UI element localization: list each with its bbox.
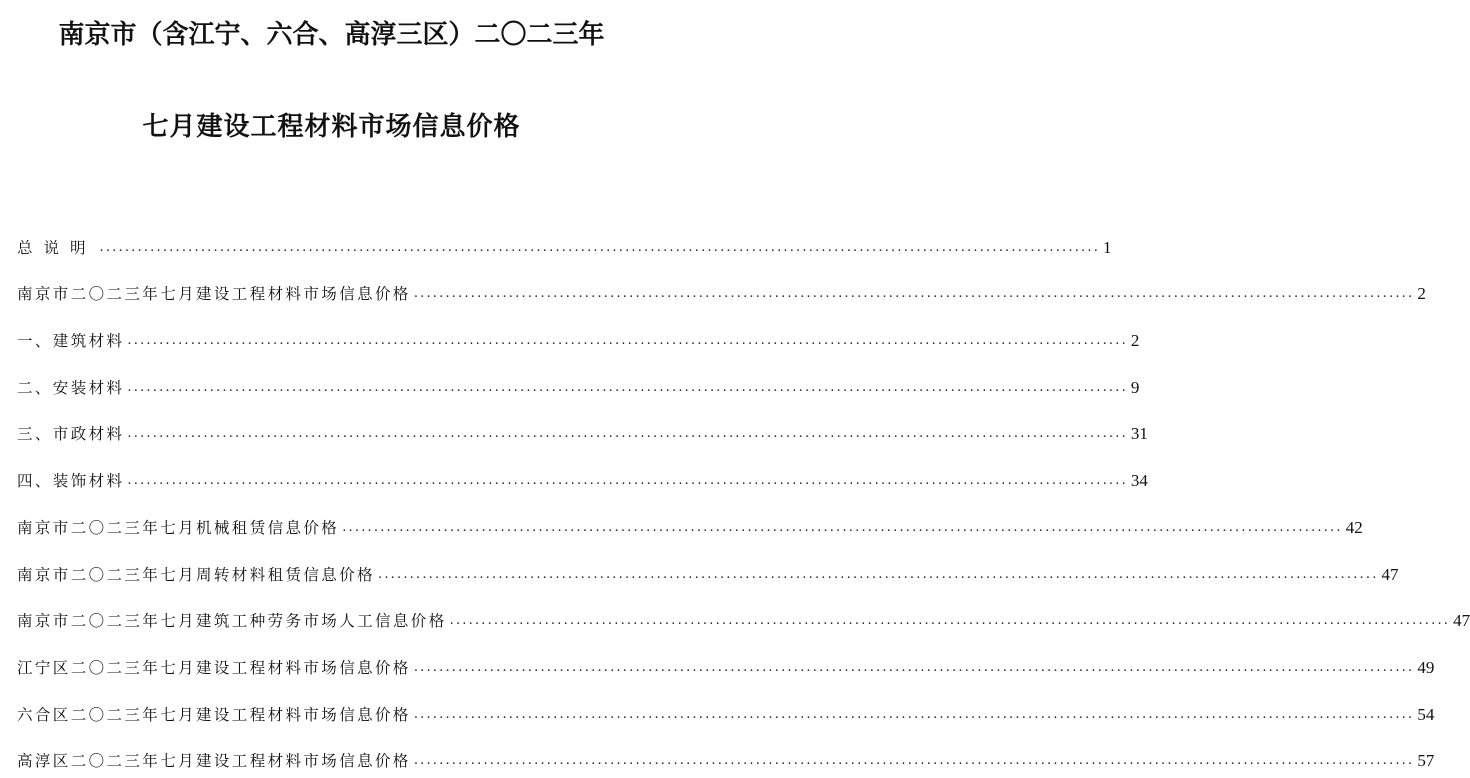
- toc-entry-label: 南京市二〇二三年七月建筑工种劳务市场人工信息价格: [17, 612, 447, 631]
- toc-page-number: 1: [1103, 237, 1112, 257]
- toc-entry-machinery-rental[interactable]: [17, 498, 1363, 545]
- toc-entry-nanjing-materials[interactable]: [17, 265, 1426, 312]
- toc-dot-leader: ..............................................................................................................................................................: [413, 753, 1415, 769]
- toc-entry-decoration-materials[interactable]: [17, 451, 1148, 498]
- toc-page-number: 47: [1381, 564, 1399, 584]
- toc-entry-installation-materials[interactable]: [17, 358, 1140, 405]
- toc-entry-building-materials[interactable]: [17, 311, 1140, 358]
- toc-dot-leader: ..............................................................................................................................................................: [127, 379, 1128, 395]
- toc-page-number: 47: [1453, 611, 1470, 631]
- document-title-line-2: 七月建设工程材料市场信息价格: [142, 112, 521, 142]
- toc-entry-label: 南京市二〇二三年七月周转材料租赁信息价格: [17, 565, 376, 584]
- toc-entry-label: 总说明: [17, 238, 97, 257]
- toc-entry-label: 四、装饰材料: [17, 472, 125, 491]
- toc-page-number: 2: [1130, 331, 1140, 351]
- toc-entry-general-notes[interactable]: [17, 218, 1112, 265]
- toc-page-number: 34: [1130, 471, 1148, 491]
- toc-dot-leader: ..............................................................................................................................................................: [127, 426, 1128, 442]
- toc-dot-leader: ..............................................................................................................................................................: [413, 706, 1415, 722]
- toc-entry-jiangning-materials[interactable]: [17, 638, 1435, 685]
- toc-entry-label: 江宁区二〇二三年七月建设工程材料市场信息价格: [17, 658, 411, 677]
- toc-dot-leader: ..............................................................................................................................................................: [413, 659, 1415, 675]
- toc-dot-leader: ..............................................................................................................................................................: [413, 286, 1415, 302]
- toc-dot-leader: ..............................................................................................................................................................: [378, 566, 1379, 582]
- toc-dot-leader: ..............................................................................................................................................................: [99, 239, 1101, 255]
- table-of-contents: [17, 218, 1470, 778]
- toc-entry-labor-prices[interactable]: [17, 592, 1470, 639]
- toc-page-number: 54: [1417, 704, 1435, 724]
- toc-dot-leader: ..............................................................................................................................................................: [449, 613, 1451, 629]
- toc-page-number: 31: [1130, 424, 1148, 444]
- toc-dot-leader: ..............................................................................................................................................................: [127, 473, 1128, 489]
- toc-entry-label: 六合区二〇二三年七月建设工程材料市场信息价格: [17, 705, 411, 724]
- toc-page-number: 42: [1345, 517, 1363, 537]
- toc-entry-label: 南京市二〇二三年七月建设工程材料市场信息价格: [17, 285, 411, 304]
- toc-entry-municipal-materials[interactable]: [17, 405, 1148, 452]
- toc-entry-luhe-materials[interactable]: [17, 685, 1435, 732]
- toc-page-number: 2: [1417, 284, 1426, 304]
- toc-entry-gaochun-materials[interactable]: [17, 732, 1435, 778]
- toc-page-number: 9: [1130, 377, 1140, 397]
- toc-entry-turnover-materials-rental[interactable]: [17, 545, 1399, 592]
- document-title-line-1: 南京市（含江宁、六合、高淳三区）二〇二三年: [58, 20, 605, 50]
- toc-page-number: 49: [1417, 657, 1435, 677]
- toc-entry-label: 南京市二〇二三年七月机械租赁信息价格: [17, 518, 340, 537]
- toc-entry-label: 高淳区二〇二三年七月建设工程材料市场信息价格: [17, 752, 411, 771]
- toc-entry-label: 三、市政材料: [17, 425, 125, 444]
- toc-entry-label: 二、安装材料: [17, 378, 125, 397]
- toc-page-number: 57: [1417, 751, 1435, 771]
- toc-entry-label: 一、建筑材料: [17, 332, 125, 351]
- toc-dot-leader: ..............................................................................................................................................................: [342, 519, 1343, 535]
- toc-dot-leader: ..............................................................................................................................................................: [127, 333, 1128, 349]
